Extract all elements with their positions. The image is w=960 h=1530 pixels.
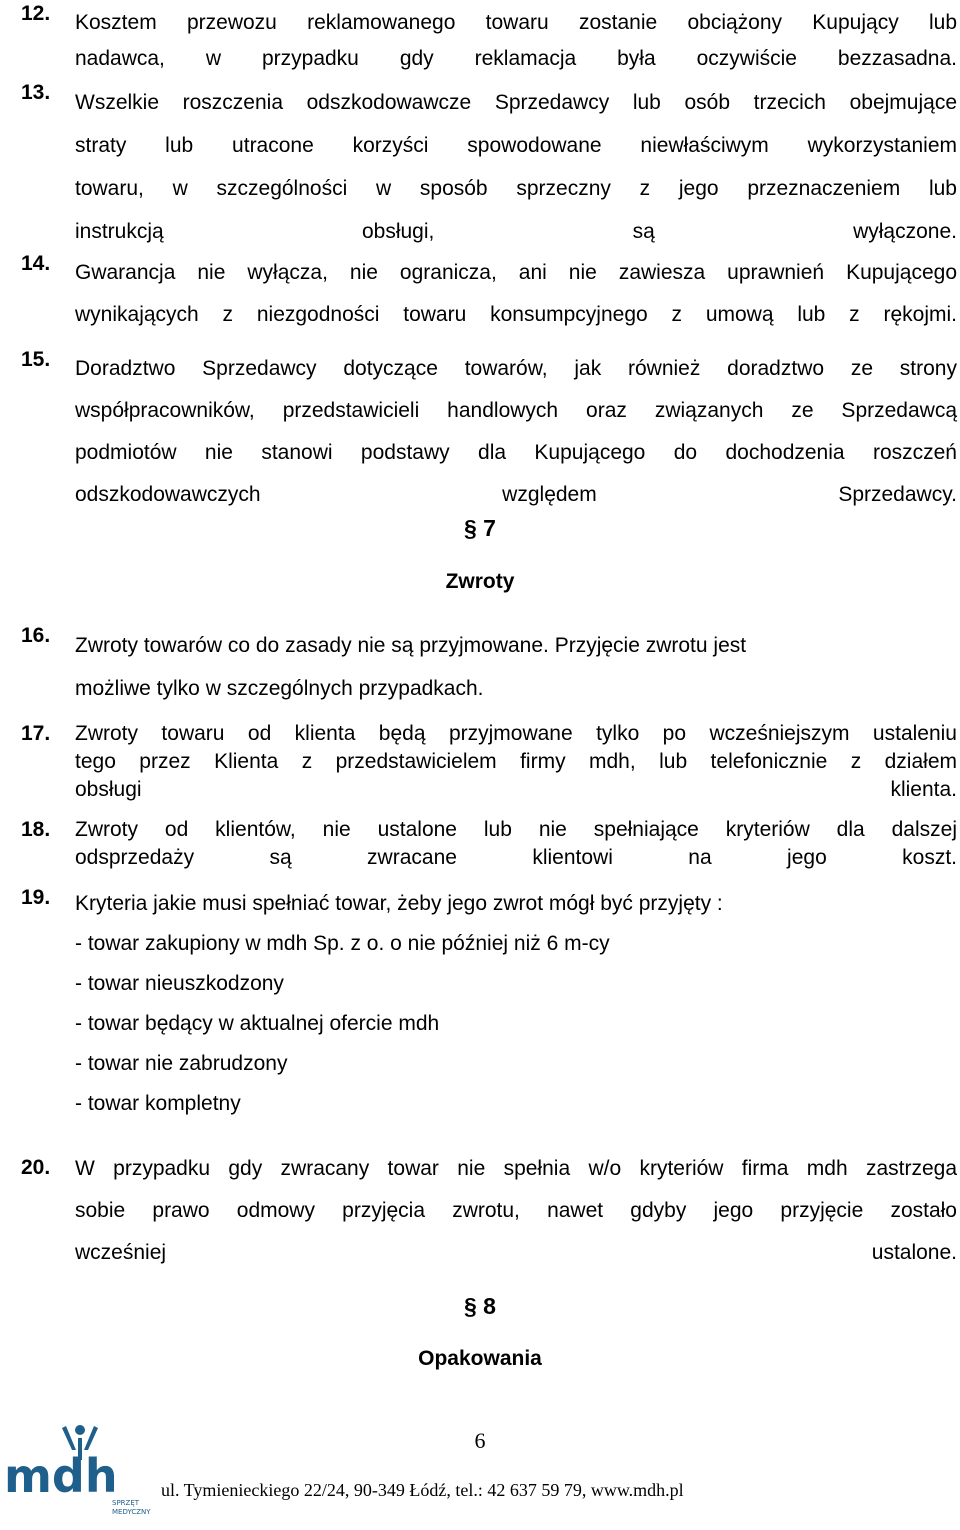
clause-line: odsprzedaży są zwracane klientowi na jego koszt. xyxy=(75,846,957,869)
clause-line: instrukcją obsługi, są wyłączone. xyxy=(75,220,957,243)
clause-number: 16. xyxy=(21,624,51,647)
clause-line: Zwroty towarów co do zasady nie są przyjmowane. Przyjęcie zwrotu jest xyxy=(75,634,747,657)
clause-line: W przypadku gdy zwracany towar nie spełnia w/o kryteriów firma mdh zastrzega xyxy=(75,1157,957,1180)
clause-line: tego przez Klienta z przedstawicielem firmy mdh, lub telefonicznie z działem xyxy=(75,750,957,773)
clause-line: Wszelkie roszczenia odszkodowawcze Sprzedawcy lub osób trzecich obejmujące xyxy=(75,91,957,114)
svg-text:MEDYCZNY: MEDYCZNY xyxy=(112,1508,151,1516)
clause-line: Doradztwo Sprzedawcy dotyczące towarów, jak również doradztwo ze strony xyxy=(75,357,957,380)
clause-line: Kosztem przewozu reklamowanego towaru zostanie obciążony Kupujący lub xyxy=(75,11,957,34)
clause-number: 15. xyxy=(21,348,51,371)
svg-text:SPRZĘT: SPRZĘT xyxy=(112,1499,140,1507)
clause-number: 20. xyxy=(21,1156,51,1179)
clause-line: współpracowników, przedstawicieli handlowych oraz związanych ze Sprzedawcą xyxy=(75,399,957,422)
page-number: 6 xyxy=(474,1428,486,1453)
clause-line: podmiotów nie stanowi podstawy dla Kupującego do dochodzenia roszczeń xyxy=(75,441,957,464)
clause-line: Kryteria jakie musi spełniać towar, żeby jego zwrot mógł być przyjęty : xyxy=(75,892,723,915)
criteria-item: - towar kompletny xyxy=(75,1092,241,1115)
section-title: Opakowania xyxy=(418,1347,542,1370)
svg-text:mdh: mdh xyxy=(4,1449,118,1503)
mdh-logo xyxy=(0,1420,160,1525)
clause-number: 12. xyxy=(21,2,51,25)
clause-line: odszkodowawczych względem Sprzedawcy. xyxy=(75,483,957,506)
footer-address: ul. Tymienieckiego 22/24, 90-349 Łódź, tel.: 42 637 59 79, www.mdh.pl xyxy=(161,1480,684,1500)
clause-line: obsługi klienta. xyxy=(75,778,957,801)
clause-line: wcześniej ustalone. xyxy=(75,1241,957,1264)
clause-line: wynikających z niezgodności towaru konsumpcyjnego z umową lub z rękojmi. xyxy=(75,303,957,326)
clause-line: straty lub utracone korzyści spowodowane niewłaściwym wykorzystaniem xyxy=(75,134,957,157)
section-title: Zwroty xyxy=(445,570,515,593)
clause-line: sobie prawo odmowy przyjęcia zwrotu, nawet gdyby jego przyjęcie zostało xyxy=(75,1199,957,1222)
clause-line: Zwroty od klientów, nie ustalone lub nie spełniające kryteriów dla dalszej xyxy=(75,818,957,841)
clause-line: Gwarancja nie wyłącza, nie ogranicza, ani nie zawiesza uprawnień Kupującego xyxy=(75,261,957,284)
clause-number: 14. xyxy=(21,252,51,275)
criteria-item: - towar zakupiony w mdh Sp. z o. o nie później niż 6 m-cy xyxy=(75,932,610,955)
clause-line: Zwroty towaru od klienta będą przyjmowane tylko po wcześniejszym ustaleniu xyxy=(75,722,957,745)
mdh-logo-icon xyxy=(0,1420,160,1525)
section-mark: § 8 xyxy=(464,1293,496,1319)
section-mark: § 7 xyxy=(464,515,496,541)
criteria-item: - towar będący w aktualnej ofercie mdh xyxy=(75,1012,440,1035)
clause-line: możliwe tylko w szczególnych przypadkach. xyxy=(75,677,484,700)
criteria-item: - towar nieuszkodzony xyxy=(75,972,284,995)
clause-line: towaru, w szczególności w sposób sprzeczny z jego przeznaczeniem lub xyxy=(75,177,957,200)
clause-number: 13. xyxy=(21,81,51,104)
clause-line: nadawca, w przypadku gdy reklamacja była oczywiście bezzasadna. xyxy=(75,47,957,70)
criteria-item: - towar nie zabrudzony xyxy=(75,1052,288,1075)
clause-number: 19. xyxy=(21,886,51,909)
clause-number: 18. xyxy=(21,818,51,841)
clause-number: 17. xyxy=(21,722,51,745)
